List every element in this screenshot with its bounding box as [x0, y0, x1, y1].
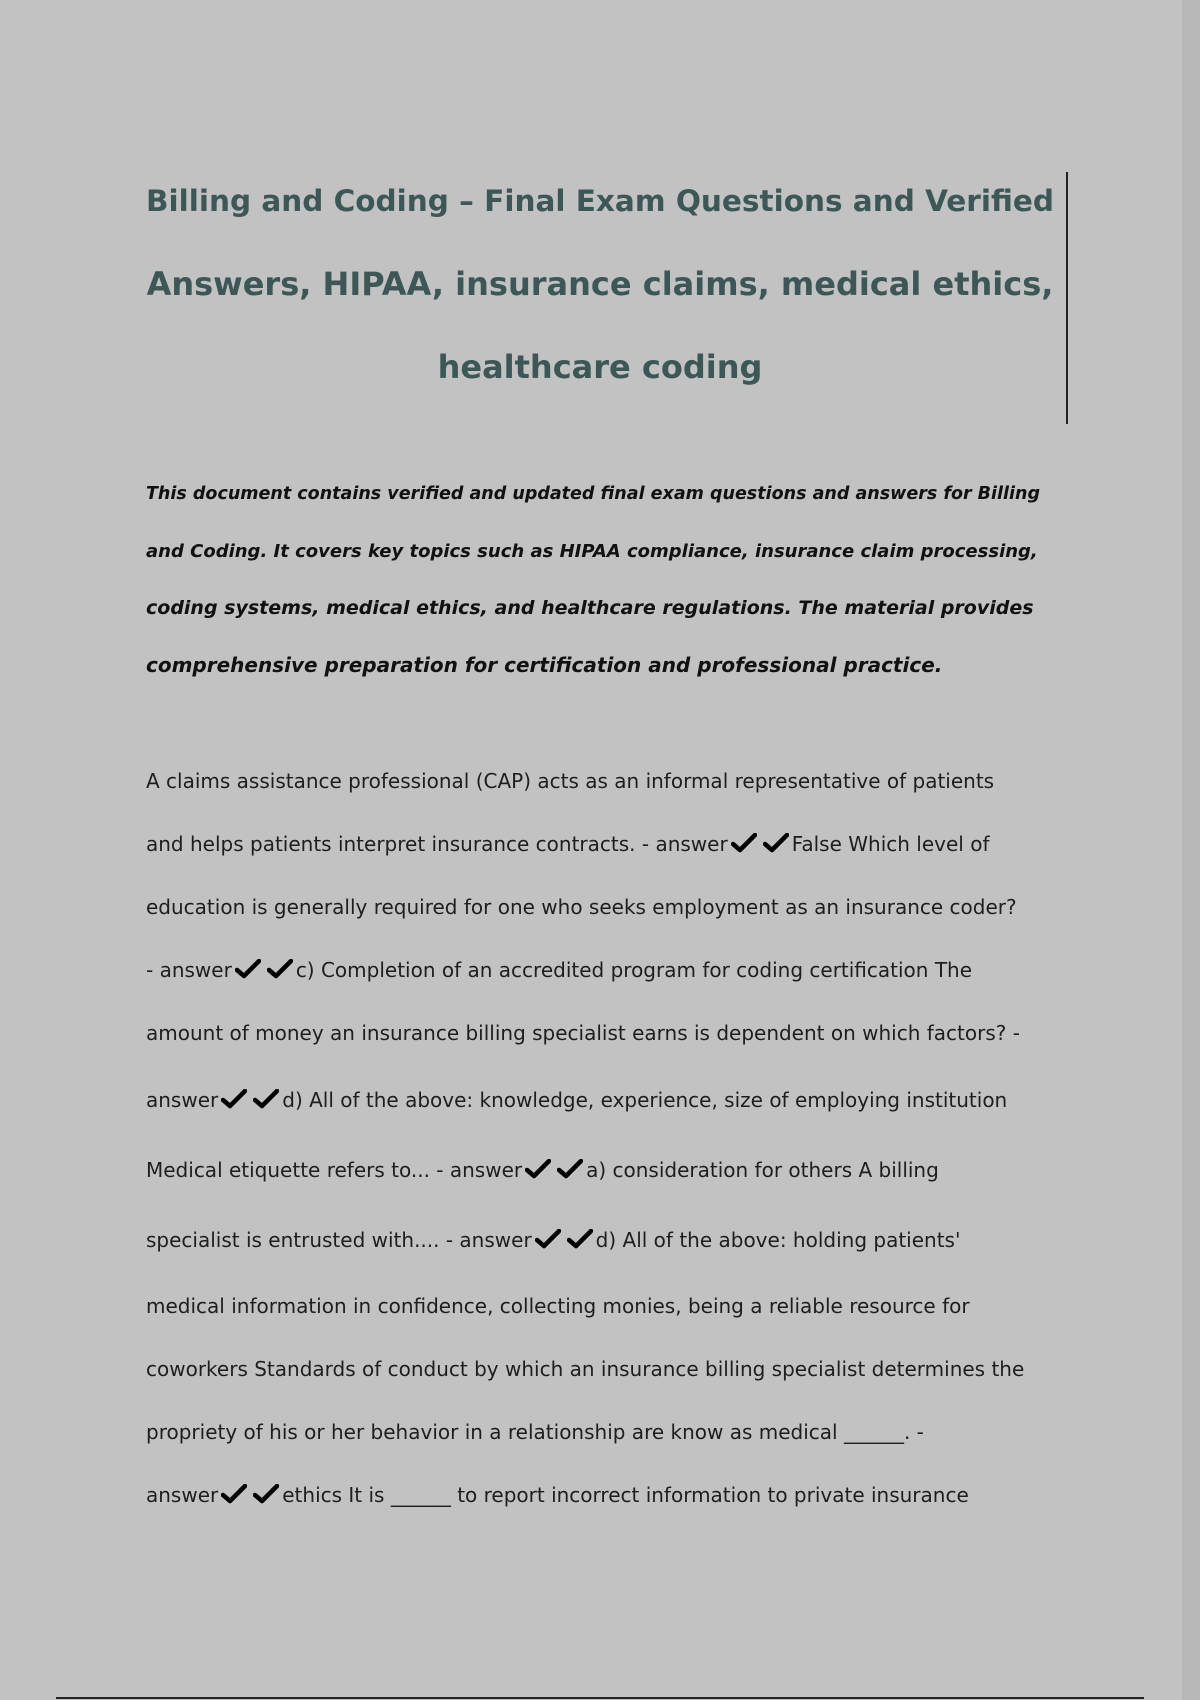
body-line	[146, 1205, 1046, 1275]
title-line: healthcare coding	[437, 348, 763, 386]
check-icon	[235, 959, 261, 979]
body-line	[146, 1464, 1046, 1527]
answer-text: False Which level of	[791, 832, 990, 856]
body-text-segment: specialist is entrusted with.... - answer	[146, 1228, 532, 1252]
abstract-paragraph	[146, 466, 1046, 694]
abstract-line: coding systems, medical ethics, and healthcare regulations. The material provides	[146, 597, 1034, 619]
title-line: Answers, HIPAA, insurance claims, medical ethics,	[146, 265, 1054, 303]
check-icon	[557, 1159, 583, 1179]
check-icon	[253, 1484, 279, 1504]
document-title	[140, 160, 1060, 409]
title-side-rule	[1066, 172, 1068, 424]
check-icon	[525, 1159, 551, 1179]
body-line: propriety of his or her behavior in a relationship are know as medical ______. -	[146, 1420, 924, 1444]
check-icon	[267, 959, 293, 979]
check-icon	[731, 833, 757, 853]
check-icon	[763, 833, 789, 853]
qa-body	[146, 750, 1046, 1527]
answer-text: d) All of the above: holding patients'	[595, 1228, 961, 1252]
body-line: coworkers Standards of conduct by which an insurance billing specialist determines the	[146, 1357, 1025, 1381]
answer-text: ethics It is ______ to report incorrect information to private insurance	[282, 1483, 969, 1507]
body-line: A claims assistance professional (CAP) acts as an informal representative of patients	[146, 769, 995, 793]
body-text-segment: answer	[146, 1088, 219, 1112]
abstract-line: and Coding. It covers key topics such as HIPAA compliance, insurance claim processing,	[146, 541, 1038, 562]
body-text-segment: and helps patients interpret insurance contracts. - answer	[146, 832, 728, 856]
abstract-line: comprehensive preparation for certification and professional practice.	[146, 653, 943, 677]
body-text-segment: answer	[146, 1483, 219, 1507]
answer-text: c) Completion of an accredited program for coding certification The	[295, 958, 973, 982]
body-line	[146, 813, 1046, 876]
abstract-line: This document contains verified and updated final exam questions and answers for Billing	[146, 484, 1041, 504]
body-line	[146, 1135, 1046, 1205]
body-line: amount of money an insurance billing specialist earns is dependent on which factors? -	[146, 1021, 1020, 1045]
check-icon	[567, 1229, 593, 1249]
body-line: education is generally required for one who seeks employment as an insurance coder?	[146, 895, 1017, 919]
body-line: medical information in confidence, collecting monies, being a reliable resource for	[146, 1294, 970, 1318]
check-icon	[253, 1089, 279, 1109]
check-icon	[221, 1484, 247, 1504]
page-edge	[1182, 0, 1200, 1700]
check-icon	[221, 1089, 247, 1109]
body-text-segment: - answer	[146, 958, 232, 982]
body-text-segment: Medical etiquette refers to... - answer	[146, 1158, 523, 1182]
footer-rule	[56, 1697, 1144, 1699]
body-line	[146, 939, 1046, 1002]
title-line: Billing and Coding – Final Exam Questions and Verified	[146, 184, 1054, 218]
check-icon	[535, 1229, 561, 1249]
answer-text: a) consideration for others A billing	[586, 1158, 939, 1182]
body-line	[146, 1065, 1046, 1135]
answer-text: d) All of the above: knowledge, experience, size of employing institution	[282, 1088, 1008, 1112]
